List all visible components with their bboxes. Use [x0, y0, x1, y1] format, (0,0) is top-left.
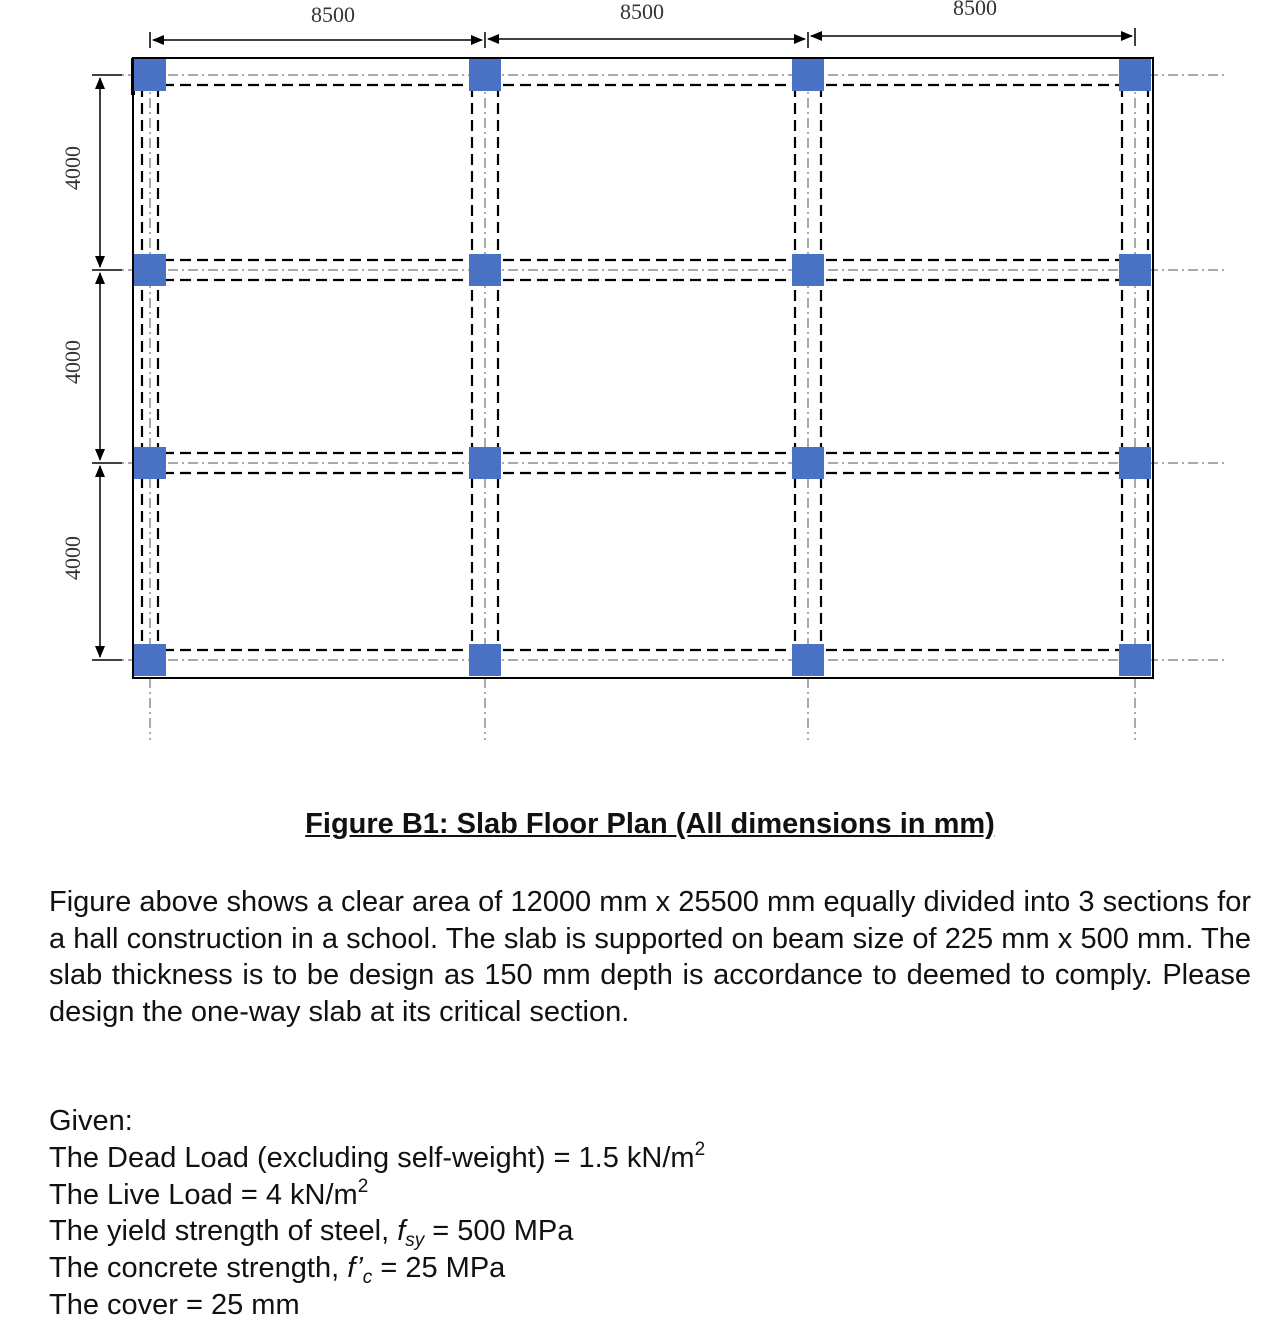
column-1-3	[792, 59, 824, 91]
fsy-value: = 500 MPa	[424, 1215, 574, 1248]
fc-value: = 25 MPa	[372, 1252, 506, 1285]
dead-load-text: The Dead Load (excluding self-weight) = 1.5 kN/m	[49, 1141, 695, 1174]
columns	[134, 59, 1151, 676]
dead-load	[49, 1140, 705, 1177]
column-4-2	[469, 644, 501, 676]
dimension-lines	[92, 28, 1135, 660]
live-load-text: The Live Load = 4 kN/m	[49, 1178, 358, 1211]
column-3-2	[469, 447, 501, 479]
slab-outline	[133, 58, 1153, 678]
beams	[142, 85, 1148, 650]
fsy-symbol: f	[397, 1215, 406, 1248]
column-2-1	[134, 254, 166, 286]
column-1-4	[1119, 59, 1151, 91]
bay-label-2: 4000	[60, 340, 85, 384]
span-label-2: 8500	[620, 0, 664, 24]
column-2-4	[1119, 254, 1151, 286]
fc-symbol: f’	[347, 1252, 363, 1285]
dead-load-unit-exponent: 2	[694, 1138, 706, 1160]
column-1-1	[134, 59, 166, 91]
column-4-3	[792, 644, 824, 676]
column-3-1	[134, 447, 166, 479]
span-label-1: 8500	[311, 2, 355, 27]
column-1-2	[469, 59, 501, 91]
column-4-1	[134, 644, 166, 676]
column-3-4	[1119, 447, 1151, 479]
column-2-2	[469, 254, 501, 286]
live-load	[49, 1177, 705, 1214]
grid-lines	[108, 58, 1228, 740]
span-label-3: 8500	[953, 0, 997, 20]
column-2-3	[792, 254, 824, 286]
cover: The cover = 25 mm	[49, 1288, 300, 1321]
figure-caption: Figure B1: Slab Floor Plan (All dimensions in mm)	[305, 808, 995, 840]
column-4-4	[1119, 644, 1151, 676]
column-3-3	[792, 447, 824, 479]
given-section	[49, 1103, 705, 1324]
given-heading: Given:	[49, 1105, 133, 1137]
fsy-subscript: sy	[405, 1230, 425, 1252]
problem-description: Figure above shows a clear area of 12000 mm x 25500 mm equally divided into 3 sections for a hall construction in a school. The slab is supported on beam size of 225 mm x 500 mm. The slab thickness is to be design as 150 mm depth is accordance to deemed to comply. Please design the one-way slab at its critical section.	[49, 886, 1251, 1028]
concrete-strength	[49, 1250, 705, 1287]
bay-label-3: 4000	[60, 536, 85, 580]
bay-label-1: 4000	[60, 146, 85, 190]
yield-strength	[49, 1213, 705, 1250]
fc-subscript: c	[362, 1267, 373, 1289]
fc-prefix: The concrete strength,	[49, 1252, 348, 1285]
live-load-unit-exponent: 2	[357, 1175, 369, 1197]
fsy-prefix: The yield strength of steel,	[49, 1215, 398, 1248]
